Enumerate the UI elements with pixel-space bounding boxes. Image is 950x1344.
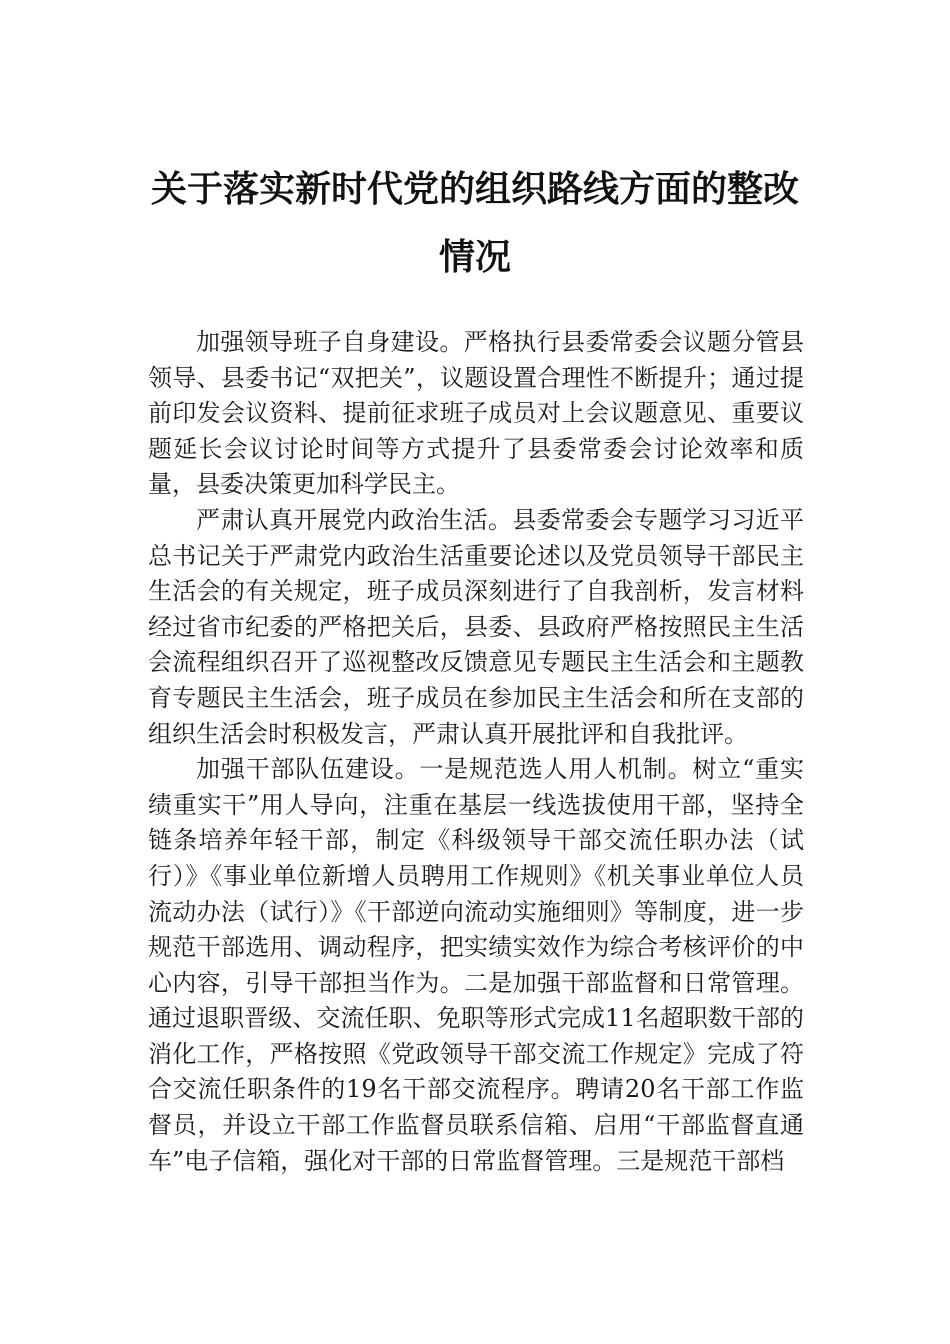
title-line-1: 关于落实新时代党的组织路线方面的整改: [150, 168, 799, 210]
document-title: [130, 155, 820, 291]
document-body: [148, 325, 804, 1179]
paragraph-political-life: 严肃认真开展党内政治生活。县委常委会专题学习习近平总书记关于严肃党内政治生活重要论述以及党员领导干部民主生活会的有关规定，班子成员深刻进行了自我剖析，发言材料经过省市纪委的严格把关后，县委、县政府严格按照民主生活会流程组织召开了巡视整改反馈意见专题民主生活会和主题教育专题民主生活会，班子成员在参加民主生活会和所在支部的组织生活会时积极发言，严肃认真开展批评和自我批评。: [148, 505, 804, 748]
paragraph-cadre-building: 加强干部队伍建设。一是规范选人用人机制。树立“重实绩重实干”用人导向，注重在基层一线选拔使用干部，坚持全链条培养年轻干部，制定《科级领导干部交流任职办法（试行）》《事业单位新增人员聘用工作规则》《机关事业单位人员流动办法（试行）》《干部逆向流动实施细则》等制度，进一步规范干部选用、调动程序，把实绩实效作为综合考核评价的中心内容，引导干部担当作为。二是加强干部监督和日常管理。通过退职晋级、交流任职、免职等形式完成11名超职数干部的消化工作，严格按照《党政领导干部交流工作规定》完成了符合交流任职条件的19名干部交流程序。聘请20名干部工作监督员，并设立干部工作监督员联系信箱、启用“干部监督直通车”电子信箱，强化对干部的日常监督管理。三是规范干部档: [148, 755, 804, 1175]
paragraph-leadership: 加强领导班子自身建设。严格执行县委常委会议题分管县领导、县委书记“双把关”，议题设置合理性不断提升；通过提前印发会议资料、提前征求班子成员对上会议题意见、重要议题延长会议讨论时间等方式提升了县委常委会讨论效率和质量，县委决策更加科学民主。: [148, 328, 804, 499]
title-line-2: 情况: [438, 236, 511, 278]
